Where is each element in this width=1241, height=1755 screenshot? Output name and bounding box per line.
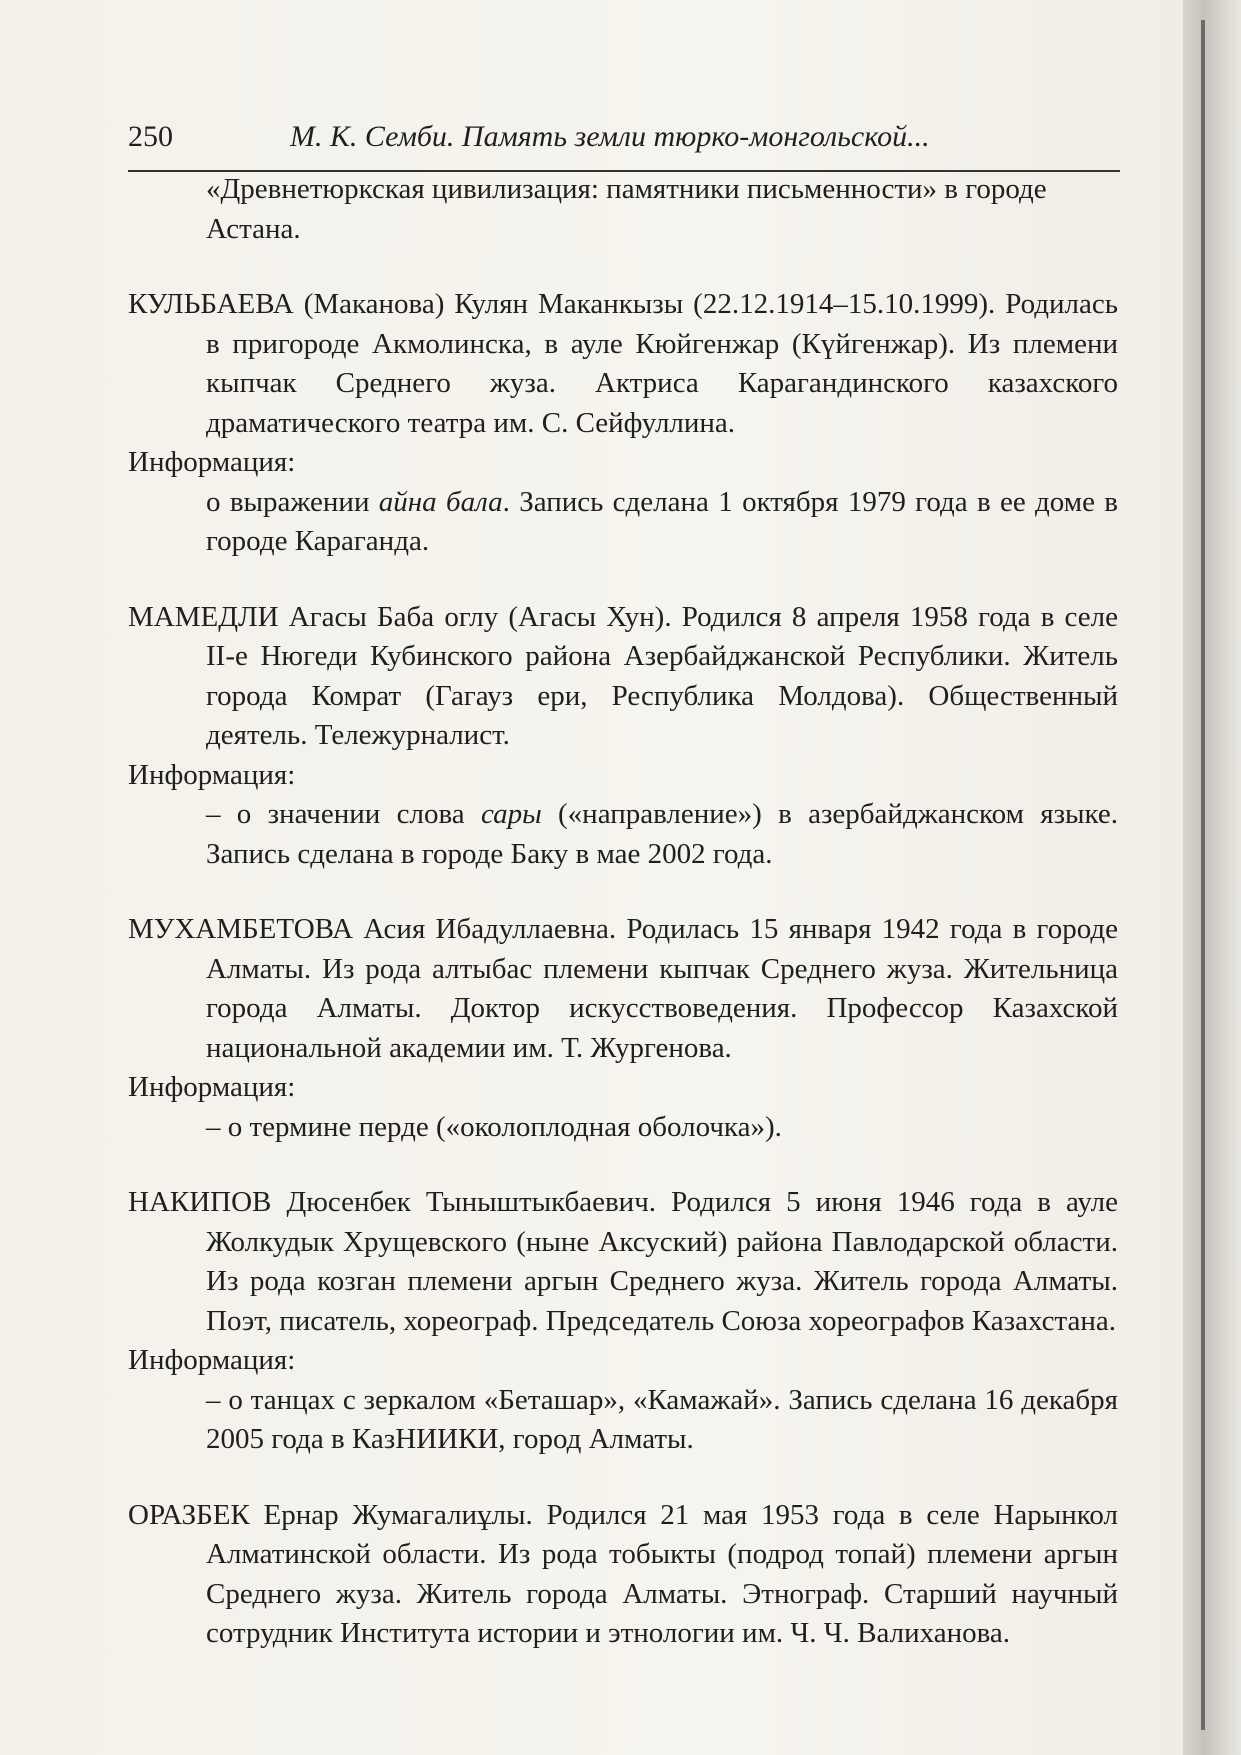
page-number: 250 — [128, 120, 173, 153]
info-text — [206, 1108, 1118, 1148]
continued-text: «Древнетюркская цивилизация: памятники письменности» в городе Астана. — [206, 173, 1047, 245]
entry-surname: МАМЕДЛИ — [128, 600, 279, 633]
entry-bio — [128, 1183, 1118, 1341]
entry-mamedli — [128, 598, 1118, 875]
entry-bio-text: Ернар Жумагалиұлы. Родился 21 мая 1953 года в селе Нарынкол Алматинской области. Из рода тобыкты (подрод топай) племени аргын Среднего жуза. Житель города Алматы. Этнограф. Старший научный сотрудник Института истории и этнологии им. Ч. Ч. Валиханова. — [206, 1498, 1118, 1649]
info-label: Информация: — [128, 1344, 296, 1376]
entry-bio-text: Асия Ибадуллаевна. Родилась 15 января 1942 года в городе Алматы. Из рода алтыбас племени кыпчак Среднего жуза. Жительница города Алматы. Доктор искусствоведения. Профессор Казахской национальной академии им. Т. Жургенова. — [206, 913, 1118, 1064]
info-term: айна бала — [378, 485, 503, 518]
info-text — [206, 795, 1118, 874]
info-label: Информация: — [128, 1071, 296, 1103]
info-text — [206, 1381, 1118, 1460]
page-content — [128, 170, 1118, 1654]
entry-surname: КУЛЬБАЕВА — [128, 288, 294, 320]
entry-surname: НАКИПОВ — [128, 1186, 272, 1218]
info-text — [206, 483, 1118, 562]
info-label: Информация: — [128, 758, 296, 791]
info-text-part: («направление») в азербайджанском языке. Запись сделана в городе Баку в мае 2002 года. — [206, 798, 1118, 870]
info-text-part: . Запись сделана 1 октября 1979 года в ее доме в городе Караганда. — [206, 485, 1118, 557]
entry-bio — [128, 1496, 1118, 1654]
entry-nakipov — [128, 1183, 1118, 1460]
info-text-part: – о термине перде («околоплодная оболочка»). — [206, 1110, 782, 1143]
entry-orazbek — [128, 1496, 1118, 1654]
info-term: сары — [480, 798, 542, 830]
info-text-part: – о танцах с зеркалом «Беташар», «Камажай». Запись сделана 16 декабря 2005 года в КазНИИКИ, город Алматы. — [206, 1383, 1118, 1455]
gutter-shadow-line — [1201, 20, 1205, 1730]
info-text-part: о выражении — [206, 485, 379, 518]
entry-bio — [128, 598, 1118, 756]
entry-mukhambetova — [128, 910, 1118, 1147]
entry-bio — [128, 285, 1118, 443]
entry-kulbaeva — [128, 285, 1118, 562]
info-text-part: – о значении слова — [206, 798, 481, 830]
info-label: Информация: — [128, 446, 296, 478]
entry-bio — [128, 910, 1118, 1068]
entry-surname: ОРАЗБЕК — [128, 1498, 250, 1531]
entry-bio-text: (Маканова) Кулян Маканкызы (22.12.1914–15.10.1999). Родилась в пригороде Акмолинска, в ауле Кюйгенжар (Күйгенжар). Из племени кыпчак Среднего жуза. Актриса Карагандинского казахского драматического театра им. С. Сейфуллина. — [206, 288, 1118, 439]
page-header — [128, 120, 1120, 172]
entry-surname: МУХАМБЕТОВА — [128, 913, 354, 945]
running-title: М. К. Семби. Память земли тюрко-монгольской... — [290, 120, 930, 153]
entry-bio-text: Агасы Баба оглу (Агасы Хун). Родился 8 апреля 1958 года в селе II-е Нюгеди Кубинского района Азербайджанской Республики. Житель города Комрат (Гагауз ери, Республика Молдова). Общественный деятель. Тележурналист. — [206, 600, 1118, 751]
page-gutter — [1183, 0, 1241, 1755]
entry-bio-text: Дюсенбек Тыныштыкбаевич. Родился 5 июня 1946 года в ауле Жолкудык Хрущевского (ныне Аксуский) района Павлодарской области. Из рода козган племени аргын Среднего жуза. Житель города Алматы. Поэт, писатель, хореограф. Председатель Союза хореографов Казахстана. — [206, 1186, 1118, 1337]
